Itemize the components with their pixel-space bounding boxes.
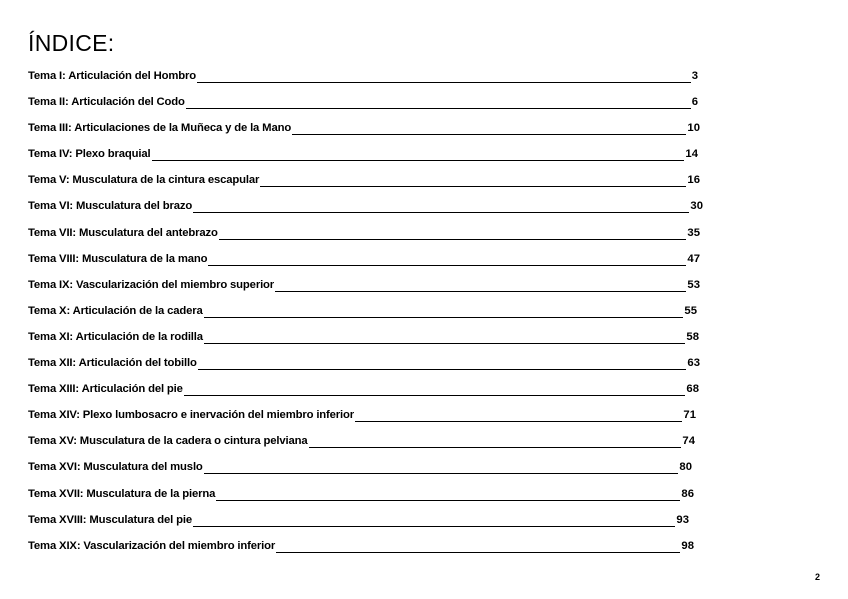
toc-leader-line	[355, 421, 682, 422]
toc-entry-label: Tema IV: Plexo braquial	[28, 148, 151, 161]
toc-entry-label: Tema X: Articulación de la cadera	[28, 304, 203, 317]
toc-leader-line	[197, 82, 691, 83]
toc-entry-label: Tema XVII: Musculatura de la pierna	[28, 487, 216, 500]
toc-entry[interactable]	[28, 327, 718, 353]
toc-leader-line	[219, 239, 687, 240]
toc-entry[interactable]	[28, 431, 718, 457]
toc-entry-page: 74	[682, 435, 695, 448]
toc-entry[interactable]	[28, 353, 718, 379]
toc-entry[interactable]	[28, 275, 718, 301]
toc-entry-page: 80	[679, 461, 692, 474]
toc-entry-page: 93	[676, 513, 689, 526]
toc-entry[interactable]	[28, 457, 718, 483]
toc-entry-page: 6	[691, 96, 698, 109]
toc-entry[interactable]	[28, 379, 718, 405]
toc-leader-line	[198, 369, 687, 370]
toc-entry[interactable]	[28, 92, 718, 118]
toc-leader-line	[152, 160, 685, 161]
toc-entry[interactable]	[28, 510, 718, 536]
toc-entry-page: 63	[687, 357, 700, 370]
toc-entry-page: 14	[685, 148, 698, 161]
toc-entry[interactable]	[28, 301, 718, 327]
toc-leader-line	[193, 526, 675, 527]
toc-entry-page: 35	[687, 226, 700, 239]
toc-entry-label: Tema III: Articulaciones de la Muñeca y de la Mano	[28, 122, 292, 135]
toc-entry-label: Tema XII: Articulación del tobillo	[28, 357, 197, 370]
page-number: 2	[814, 572, 820, 582]
page-title: ÍNDICE:	[28, 30, 115, 56]
toc-entry-label: Tema VIII: Musculatura de la mano	[28, 252, 208, 265]
toc-leader-line	[260, 186, 686, 187]
toc-leader-line	[186, 108, 691, 109]
toc-entry[interactable]	[28, 170, 718, 196]
table-of-contents	[28, 66, 718, 562]
toc-entry-page: 55	[684, 304, 697, 317]
toc-leader-line	[292, 134, 686, 135]
toc-entry[interactable]	[28, 484, 718, 510]
toc-entry[interactable]	[28, 405, 718, 431]
toc-entry[interactable]	[28, 118, 718, 144]
toc-entry-label: Tema XIX: Vascularización del miembro inferior	[28, 539, 276, 552]
toc-leader-line	[204, 343, 686, 344]
toc-entry-page: 58	[686, 330, 699, 343]
toc-leader-line	[193, 212, 689, 213]
toc-entry[interactable]	[28, 66, 718, 92]
toc-entry-label: Tema XIV: Plexo lumbosacro e inervación del miembro inferior	[28, 409, 355, 422]
toc-entry-label: Tema XI: Articulación de la rodilla	[28, 330, 203, 343]
toc-leader-line	[208, 265, 686, 266]
toc-entry-page: 71	[683, 409, 696, 422]
toc-entry-label: Tema V: Musculatura de la cintura escapular	[28, 174, 260, 187]
toc-entry-label: Tema IX: Vascularización del miembro superior	[28, 278, 275, 291]
toc-entry-label: Tema XIII: Articulación del pie	[28, 383, 183, 396]
toc-entry-page: 53	[687, 278, 700, 291]
toc-entry[interactable]	[28, 249, 718, 275]
toc-entry-page: 30	[690, 200, 703, 213]
toc-entry[interactable]	[28, 196, 718, 222]
toc-leader-line	[275, 291, 686, 292]
toc-entry-label: Tema XVIII: Musculatura del pie	[28, 513, 193, 526]
toc-entry-page: 86	[681, 487, 694, 500]
toc-entry-page: 3	[691, 70, 698, 82]
toc-leader-line	[204, 317, 684, 318]
toc-entry-label: Tema VI: Musculatura del brazo	[28, 200, 193, 213]
toc-entry-label: Tema XVI: Musculatura del muslo	[28, 461, 203, 474]
toc-entry-page: 10	[687, 122, 700, 135]
toc-leader-line	[184, 395, 686, 396]
toc-entry-page: 16	[687, 174, 700, 187]
toc-entry-page: 98	[681, 539, 694, 552]
toc-entry-label: Tema II: Articulación del Codo	[28, 96, 185, 109]
toc-entry[interactable]	[28, 223, 718, 249]
toc-entry-label: Tema I: Articulación del Hombro	[28, 70, 196, 82]
toc-leader-line	[276, 552, 680, 553]
toc-leader-line	[309, 447, 682, 448]
toc-leader-line	[204, 473, 679, 474]
toc-entry[interactable]	[28, 536, 718, 562]
toc-leader-line	[216, 500, 680, 501]
toc-entry-label: Tema VII: Musculatura del antebrazo	[28, 226, 218, 239]
toc-entry-page: 47	[687, 252, 700, 265]
toc-entry-label: Tema XV: Musculatura de la cadera o cintura pelviana	[28, 435, 308, 448]
toc-entry[interactable]	[28, 144, 718, 170]
toc-entry-page: 68	[686, 383, 699, 396]
